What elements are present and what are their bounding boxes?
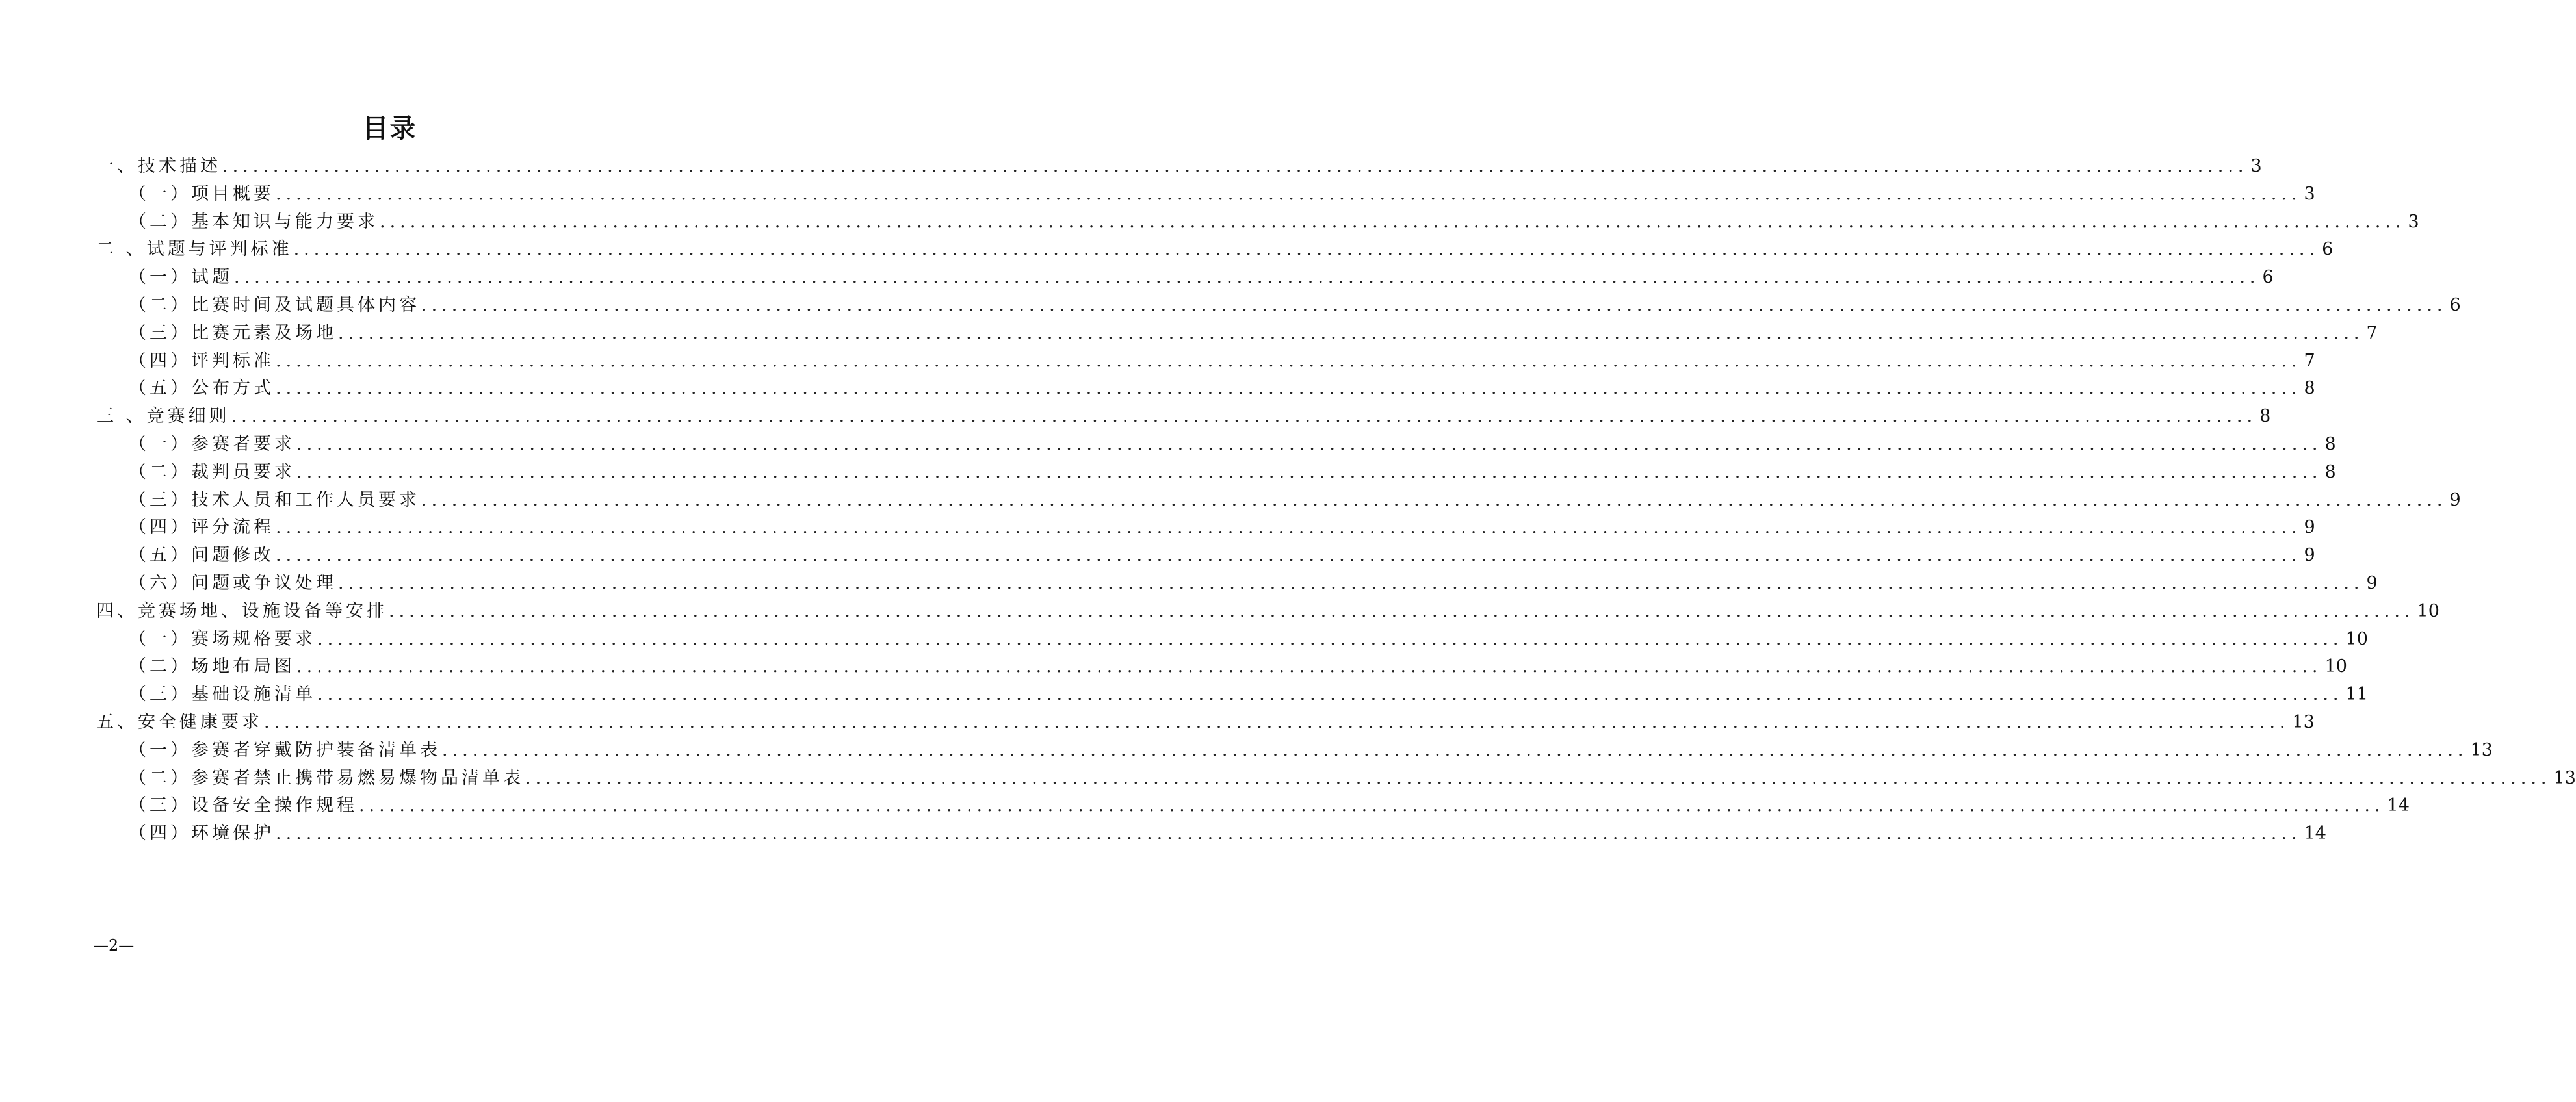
toc-leader-dots: ........................................................................................................................................................................................................ — [380, 211, 2406, 232]
toc-entry-page: 13 — [2553, 767, 2576, 788]
toc-entry-text: （三）技术人员和工作人员要求 — [129, 489, 420, 510]
toc-subsection-entry[interactable] — [129, 569, 2378, 598]
page-number: —2— — [93, 936, 135, 955]
toc-subsection-entry[interactable] — [129, 764, 2576, 793]
toc-entry-page: 6 — [2262, 267, 2274, 288]
toc-entry-page: 7 — [2366, 322, 2378, 343]
toc-entry-text: （三）设备安全操作规程 — [129, 795, 358, 816]
toc-entry-text: （二）参赛者禁止携带易燃易爆物品清单表 — [129, 767, 524, 788]
toc-leader-dots: ........................................................................................................................................................................................................ — [276, 545, 2302, 566]
toc-subsection-entry[interactable] — [129, 263, 2274, 292]
toc-subsection-entry[interactable] — [129, 736, 2493, 765]
toc-entry-text: （四）环境保护 — [129, 823, 274, 844]
toc-leader-dots: ........................................................................................................................................................................................................ — [276, 378, 2302, 399]
toc-entry-page: 10 — [2345, 628, 2368, 649]
toc-subsection-entry[interactable] — [129, 374, 2315, 403]
toc-subsection-entry[interactable] — [129, 486, 2461, 515]
toc-leader-dots: ........................................................................................................................................................................................................ — [264, 712, 2290, 732]
toc-subsection-entry[interactable] — [129, 458, 2336, 487]
toc-leader-dots: ........................................................................................................................................................................................................ — [276, 517, 2302, 538]
toc-subsection-entry[interactable] — [129, 541, 2315, 570]
toc-section-entry[interactable] — [96, 708, 2315, 737]
toc-entry-text: （二）基本知识与能力要求 — [129, 211, 378, 232]
toc-entry-page: 10 — [2417, 600, 2439, 621]
toc-entry-page: 8 — [2304, 378, 2315, 399]
toc-entry-page: 14 — [2304, 823, 2326, 844]
toc-subsection-entry[interactable] — [129, 819, 2326, 848]
toc-entry-text: （四）评分流程 — [129, 517, 274, 538]
toc-entry-page: 7 — [2304, 350, 2315, 371]
toc-entry-page: 3 — [2250, 156, 2262, 176]
toc-entry-text: （三）比赛元素及场地 — [129, 322, 337, 343]
toc-leader-dots: ........................................................................................................................................................................................................ — [338, 322, 2364, 343]
toc-leader-dots: ........................................................................................................................................................................................................ — [276, 823, 2302, 844]
toc-leader-dots: ........................................................................................................................................................................................................ — [222, 156, 2248, 176]
toc-leader-dots: ........................................................................................................................................................................................................ — [525, 767, 2551, 788]
toc-leader-dots: ........................................................................................................................................................................................................ — [234, 267, 2260, 288]
toc-subsection-entry[interactable] — [129, 430, 2336, 459]
toc-title: 目录 — [362, 114, 417, 144]
toc-leader-dots: ........................................................................................................................................................................................................ — [359, 795, 2385, 816]
toc-entry-page: 8 — [2324, 434, 2336, 454]
toc-subsection-entry[interactable] — [129, 180, 2315, 209]
toc-subsection-entry[interactable] — [129, 791, 2410, 820]
toc-leader-dots: ........................................................................................................................................................................................................ — [231, 406, 2257, 427]
toc-entry-text: （一）参赛者穿戴防护装备清单表 — [129, 739, 441, 760]
toc-subsection-entry[interactable] — [129, 652, 2347, 681]
toc-leader-dots: ........................................................................................................................................................................................................ — [276, 350, 2302, 371]
toc-entry-page: 14 — [2387, 795, 2410, 816]
toc-entry-page: 6 — [2322, 239, 2334, 260]
toc-subsection-entry[interactable] — [129, 625, 2368, 654]
toc-leader-dots: ........................................................................................................................................................................................................ — [421, 295, 2447, 315]
toc-entry-text: （一）项目概要 — [129, 183, 274, 204]
toc-leader-dots: ........................................................................................................................................................................................................ — [317, 684, 2343, 705]
toc-entry-page: 11 — [2345, 684, 2368, 705]
toc-leader-dots: ........................................................................................................................................................................................................ — [296, 461, 2322, 482]
toc-leader-dots: ........................................................................................................................................................................................................ — [296, 434, 2322, 454]
toc-leader-dots: ........................................................................................................................................................................................................ — [317, 628, 2343, 649]
toc-subsection-entry[interactable] — [129, 347, 2315, 376]
toc-entry-page: 9 — [2366, 573, 2378, 593]
toc-entry-text: 五、安全健康要求 — [96, 712, 263, 732]
toc-section-entry[interactable] — [96, 402, 2271, 431]
toc-entry-text: （四）评判标准 — [129, 350, 274, 371]
toc-entry-page: 8 — [2259, 406, 2271, 427]
toc-entry-page: 10 — [2324, 656, 2347, 677]
toc-leader-dots: ........................................................................................................................................................................................................ — [338, 573, 2364, 593]
toc-section-entry[interactable] — [96, 597, 2439, 626]
toc-subsection-entry[interactable] — [129, 680, 2368, 709]
toc-leader-dots: ........................................................................................................................................................................................................ — [421, 489, 2447, 510]
toc-section-entry[interactable] — [96, 235, 2334, 264]
toc-section-entry[interactable] — [96, 152, 2262, 181]
toc-entry-text: （五）问题修改 — [129, 545, 274, 566]
toc-leader-dots: ........................................................................................................................................................................................................ — [276, 183, 2302, 204]
toc-entry-page: 9 — [2304, 545, 2315, 566]
toc-entry-text: （一）参赛者要求 — [129, 434, 295, 454]
toc-entry-page: 6 — [2449, 295, 2461, 315]
toc-subsection-entry[interactable] — [129, 291, 2461, 320]
toc-entry-text: 二 、试题与评判标准 — [96, 239, 293, 260]
toc-entry-text: （一）赛场规格要求 — [129, 628, 316, 649]
toc-entry-text: （二）裁判员要求 — [129, 461, 295, 482]
toc-entry-text: （五）公布方式 — [129, 378, 274, 399]
toc-subsection-entry[interactable] — [129, 319, 2378, 348]
toc-leader-dots: ........................................................................................................................................................................................................ — [296, 656, 2322, 677]
toc-entry-page: 13 — [2470, 739, 2493, 760]
toc-entry-page: 9 — [2304, 517, 2315, 538]
toc-entry-text: 三 、竞赛细则 — [96, 406, 230, 427]
toc-entry-text: （三）基础设施清单 — [129, 684, 316, 705]
toc-entry-text: （一）试题 — [129, 267, 233, 288]
toc-leader-dots: ........................................................................................................................................................................................................ — [293, 239, 2320, 260]
toc-entry-page: 8 — [2324, 461, 2336, 482]
toc-entry-text: （二）场地布局图 — [129, 656, 295, 677]
toc-entry-page: 3 — [2304, 183, 2315, 204]
toc-entry-text: 一、技术描述 — [96, 156, 221, 176]
toc-entry-text: （二）比赛时间及试题具体内容 — [129, 295, 420, 315]
toc-leader-dots: ........................................................................................................................................................................................................ — [389, 600, 2415, 621]
toc-entry-page: 9 — [2449, 489, 2461, 510]
toc-subsection-entry[interactable] — [129, 208, 2419, 237]
toc-leader-dots: ........................................................................................................................................................................................................ — [442, 739, 2468, 760]
toc-entry-page: 3 — [2408, 211, 2419, 232]
toc-entry-text: （六）问题或争议处理 — [129, 573, 337, 593]
toc-entry-page: 13 — [2292, 712, 2315, 732]
toc-subsection-entry[interactable] — [129, 513, 2315, 542]
toc-entry-text: 四、竞赛场地、设施设备等安排 — [96, 600, 387, 621]
